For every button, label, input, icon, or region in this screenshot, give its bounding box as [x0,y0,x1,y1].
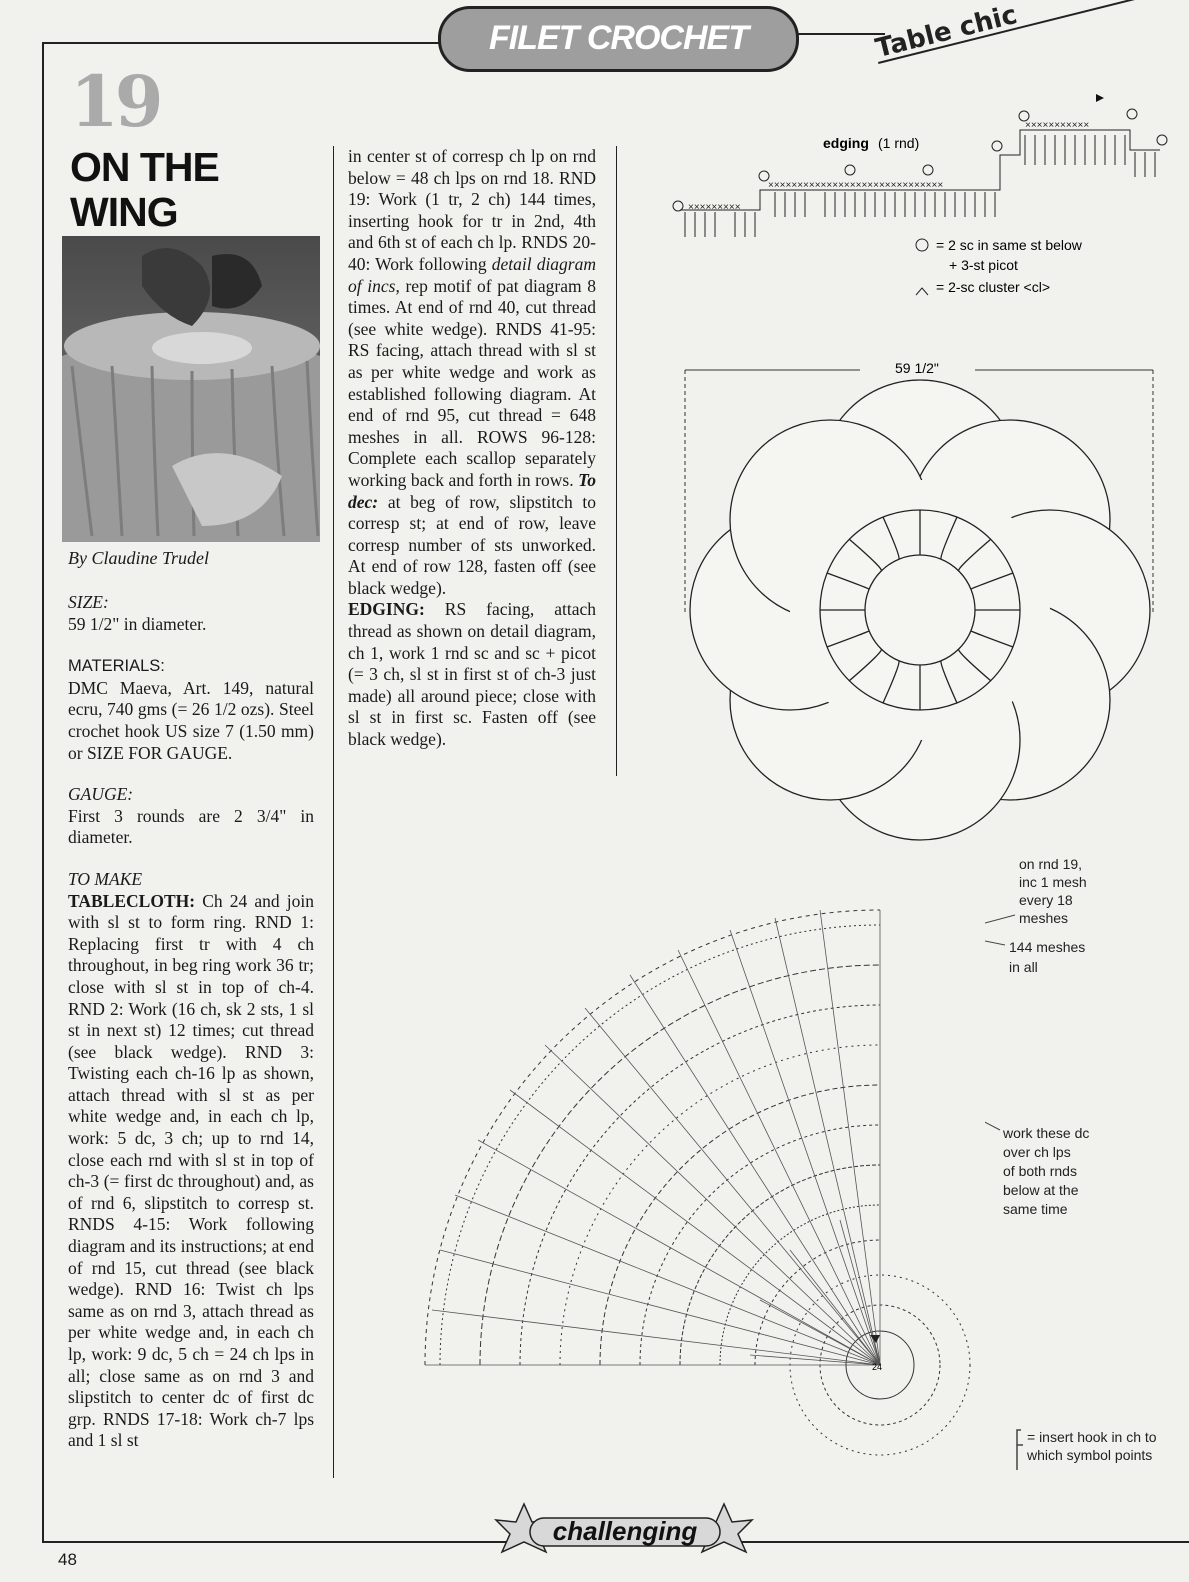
gauge-text: First 3 rounds are 2 3/4" in diameter. [68,805,314,848]
edging-title: edging [823,135,869,151]
tablecloth-lead: TABLECLOTH: [68,890,196,911]
note-meshes-2: in all [1009,959,1038,975]
note-dc-1: work these dc [1003,1125,1090,1141]
to-make-section [68,869,314,1452]
chart-annotations [985,855,1189,1475]
dec-text: at beg of row, slipstitch to corresp st; at end of row, leave corresp number of sts unworked. At end of row 128, fasten off (see black wedge). [348,491,596,598]
frame-top-rule [42,42,442,44]
legend-picot-b: + 3-st picot [949,257,1018,273]
to-make-label: TO MAKE [68,868,143,889]
size-text: 59 1/2" in diameter. [68,613,207,634]
section-tab [438,6,799,72]
edging-subtitle: (1 rnd) [878,135,920,151]
edging-body: RS facing, attach thread as shown on detail diagram, ch 1, work 1 rnd sc and sc + picot (= 3 ch, sl st in first st of ch-3 just made) all around piece; close with sl st in first sc. Fasten off (see black wedge). [348,599,596,750]
note-rnd19-2: inc 1 mesh [1019,874,1087,890]
instructions-column-1 [68,592,314,1472]
size-section [68,592,314,635]
difficulty-label: challenging [552,1516,698,1546]
svg-text:××××××××××××××××××××××××××××××: ×××××××××××××××××××××××××××××× [768,180,944,191]
byline: By Claudine Trudel [68,548,209,568]
materials-section [68,655,314,764]
gauge-label: GAUGE: [68,784,134,805]
title-line-2: WING [70,189,178,235]
section-title: FILET CROCHET [489,19,748,57]
svg-text:×××××××××: ××××××××× [688,202,741,213]
note-meshes-1: 144 meshes [1009,939,1086,955]
title-line-1: ON THE [70,144,219,190]
svg-text:×××××××××××: ××××××××××× [1025,120,1090,131]
series-title: Table chic [872,0,1021,64]
note-rnd19-1: on rnd 19, [1019,856,1083,872]
edging-diagram [660,80,1180,310]
note-dc-5: same time [1003,1201,1068,1217]
difficulty-badge [492,1500,757,1560]
note-dc-4: below at the [1003,1182,1079,1198]
note-dc-3: of both rnds [1003,1163,1077,1179]
size-schematic [675,355,1175,860]
tablecloth-photo [62,236,320,542]
size-label: SIZE: [68,592,109,612]
legend-cluster: = 2-sc cluster <cl> [936,279,1050,295]
frame-left-rule [42,42,44,1542]
column-divider-1 [333,146,334,1478]
edging-text [348,599,596,750]
note-hook-1: = insert hook in ch to [1027,1429,1157,1445]
dec-label: To dec: [348,469,597,512]
stitch-chart [400,880,1040,1495]
pattern-title [70,145,219,235]
materials-label: MATERIALS: [68,657,165,676]
rounds-text-a: in center st of corresp ch lp on rnd below = 48 ch lps on rnd 18. RND 19: Work (1 tr, 2 ch) 144 times, inserting hook for tr in 2nd, 4th and 6th st of each ch lp. RNDS 20-40: Work following [348,146,596,274]
edging-label: EDGING: [348,599,425,620]
rounds-text-b: , rep motif of pat diagram 8 times. At end of rnd 40, cut thread (see white wedge). RNDS 41-95: RS facing, attach thread with sl st as per white wedge and work as established following diagram. At end of rnd 95, cut thread = 648 meshes in all. ROWS 96-128: Complete each scallop separately working back and forth in rows. [348,275,596,490]
materials-text: DMC Maeva, Art. 149, natural ecru, 740 gms (= 26 1/2 ozs). Steel crochet hook US size 7 (1.50 mm) or SIZE FOR GAUGE. [68,677,314,763]
column-divider-2 [616,146,617,776]
pattern-number: 19 [70,60,160,143]
rounds-text [348,146,596,599]
instructions-column-2 [348,146,596,751]
legend-picot-a: = 2 sc in same st below [936,237,1082,253]
page-number: 48 [58,1550,77,1569]
gauge-section [68,784,314,849]
note-rnd19-3: every 18 [1019,892,1073,908]
note-hook-2: which symbol points [1027,1447,1153,1463]
schematic-dimension: 59 1/2" [895,360,939,376]
rounds-text-italic: detail diagram of incs [348,253,596,296]
chart-center-label: 24 [872,1362,883,1372]
note-rnd19-4: meshes [1019,910,1069,926]
note-dc-2: over ch lps [1003,1144,1071,1160]
to-make-text: Ch 24 and join with sl st to form ring. RND 1: Replacing first tr with 4 ch throughout, in beg ring work 36 tr; close with sl st in top of ch-4. RND 2: Work (16 ch, sk 2 sts, 1 sl st in next st) 12 times; cut thread (see black wedge). RND 3: Twisting each ch-16 lp as shown, attach thread with sl st as per white wedge and, in each ch lp, work: 5 dc, 3 ch; up to rnd 14, close each rnd with sl st in top of ch-3 (= first dc throughout) and, as of rnd 6, slipstitch to corresp st. RNDS 4-15: Work following diagram and its instructions; at end of rnd 15, cut thread (see black wedge). RND 16: Twist ch lps same as on rnd 3, attach thread as per white wedge and, in each ch lp, work: 9 dc, 5 ch = 24 ch lps in all; close same as on rnd 3 and slipstitch to center dc of first dc grp. RNDS 17-18: Work ch-7 lps and 1 sl st [68,890,314,1451]
frame-top-rule-right [795,33,885,35]
